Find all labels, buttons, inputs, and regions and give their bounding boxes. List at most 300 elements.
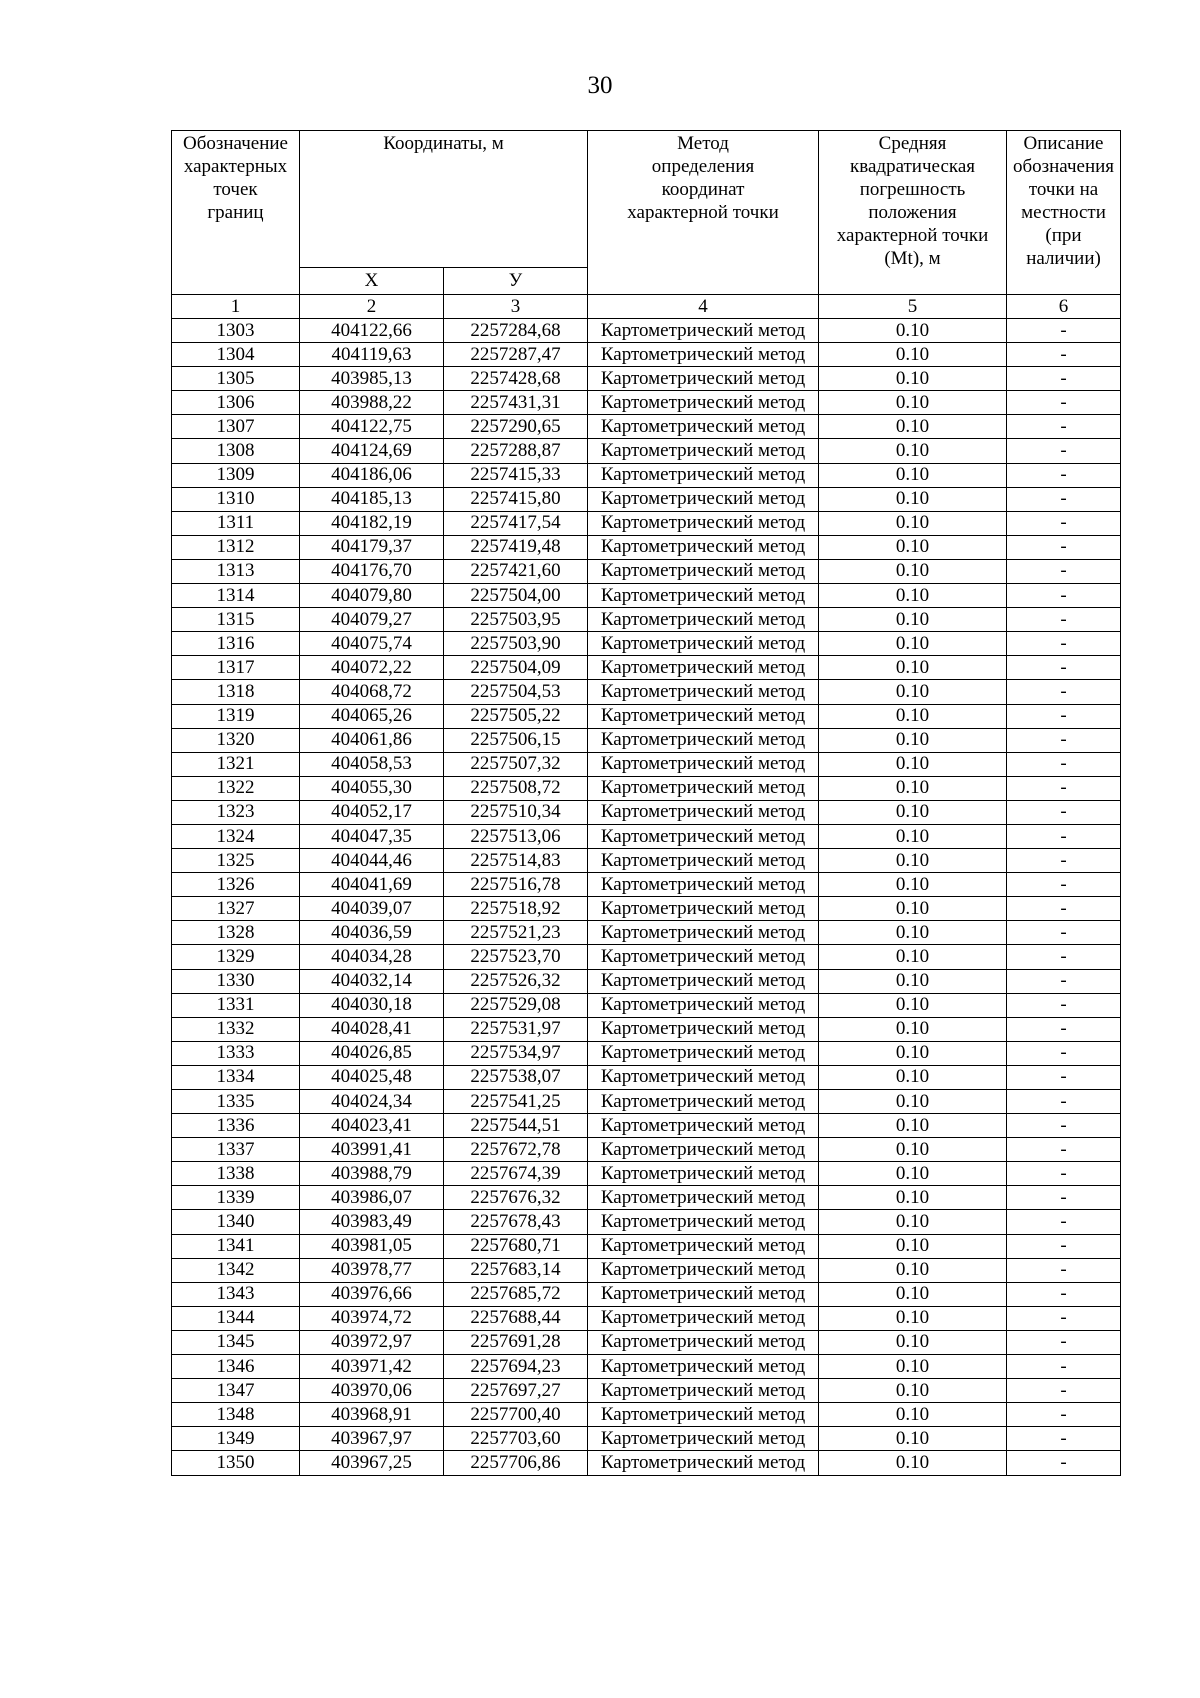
error-cell: 0.10 bbox=[819, 1186, 1007, 1210]
description-cell: - bbox=[1007, 535, 1121, 559]
table-row bbox=[172, 824, 1121, 848]
description-cell: - bbox=[1007, 897, 1121, 921]
point-id-cell: 1346 bbox=[172, 1355, 300, 1379]
table-header bbox=[172, 131, 1121, 319]
x-coordinate-cell: 404079,27 bbox=[300, 608, 444, 632]
method-cell: Картометрический метод bbox=[588, 391, 819, 415]
table-row bbox=[172, 969, 1121, 993]
method-cell: Картометрический метод bbox=[588, 1282, 819, 1306]
y-coordinate-cell: 2257514,83 bbox=[444, 849, 588, 873]
table-row bbox=[172, 752, 1121, 776]
y-coordinate-cell: 2257505,22 bbox=[444, 704, 588, 728]
y-coordinate-cell: 2257503,95 bbox=[444, 608, 588, 632]
method-cell: Картометрический метод bbox=[588, 1114, 819, 1138]
column-number: 2 bbox=[300, 295, 444, 319]
error-cell: 0.10 bbox=[819, 1234, 1007, 1258]
method-cell: Картометрический метод bbox=[588, 1017, 819, 1041]
point-id-cell: 1318 bbox=[172, 680, 300, 704]
description-cell: - bbox=[1007, 584, 1121, 608]
table-row bbox=[172, 559, 1121, 583]
error-cell: 0.10 bbox=[819, 800, 1007, 824]
x-coordinate-cell: 403967,25 bbox=[300, 1451, 444, 1475]
y-coordinate-cell: 2257419,48 bbox=[444, 535, 588, 559]
y-coordinate-cell: 2257703,60 bbox=[444, 1427, 588, 1451]
error-cell: 0.10 bbox=[819, 897, 1007, 921]
y-coordinate-cell: 2257504,53 bbox=[444, 680, 588, 704]
method-cell: Картометрический метод bbox=[588, 1090, 819, 1114]
error-cell: 0.10 bbox=[819, 969, 1007, 993]
y-coordinate-cell: 2257421,60 bbox=[444, 559, 588, 583]
table-row bbox=[172, 873, 1121, 897]
method-cell: Картометрический метод bbox=[588, 1355, 819, 1379]
description-cell: - bbox=[1007, 824, 1121, 848]
point-id-cell: 1304 bbox=[172, 343, 300, 367]
method-cell: Картометрический метод bbox=[588, 728, 819, 752]
x-coordinate-cell: 404124,69 bbox=[300, 439, 444, 463]
header-point-designation: Обозначение характерных точек границ bbox=[172, 131, 300, 295]
description-cell: - bbox=[1007, 1017, 1121, 1041]
y-coordinate-cell: 2257510,34 bbox=[444, 800, 588, 824]
x-coordinate-cell: 404032,14 bbox=[300, 969, 444, 993]
x-coordinate-cell: 404182,19 bbox=[300, 511, 444, 535]
description-cell: - bbox=[1007, 439, 1121, 463]
x-coordinate-cell: 404072,22 bbox=[300, 656, 444, 680]
y-coordinate-cell: 2257504,00 bbox=[444, 584, 588, 608]
y-coordinate-cell: 2257287,47 bbox=[444, 343, 588, 367]
point-id-cell: 1315 bbox=[172, 608, 300, 632]
x-coordinate-cell: 404176,70 bbox=[300, 559, 444, 583]
x-coordinate-cell: 404122,75 bbox=[300, 415, 444, 439]
y-coordinate-cell: 2257526,32 bbox=[444, 969, 588, 993]
point-id-cell: 1307 bbox=[172, 415, 300, 439]
point-id-cell: 1312 bbox=[172, 535, 300, 559]
description-cell: - bbox=[1007, 415, 1121, 439]
header-description: Описание обозначения точки на местности (при наличии) bbox=[1007, 131, 1121, 295]
x-coordinate-cell: 404122,66 bbox=[300, 319, 444, 343]
y-coordinate-cell: 2257534,97 bbox=[444, 1041, 588, 1065]
table-row bbox=[172, 391, 1121, 415]
method-cell: Картометрический метод bbox=[588, 1186, 819, 1210]
method-cell: Картометрический метод bbox=[588, 343, 819, 367]
error-cell: 0.10 bbox=[819, 319, 1007, 343]
method-cell: Картометрический метод bbox=[588, 1258, 819, 1282]
x-coordinate-cell: 404028,41 bbox=[300, 1017, 444, 1041]
method-cell: Картометрический метод bbox=[588, 1210, 819, 1234]
table-row bbox=[172, 1186, 1121, 1210]
table-row bbox=[172, 463, 1121, 487]
description-cell: - bbox=[1007, 1282, 1121, 1306]
y-coordinate-cell: 2257516,78 bbox=[444, 873, 588, 897]
error-cell: 0.10 bbox=[819, 921, 1007, 945]
description-cell: - bbox=[1007, 1330, 1121, 1354]
method-cell: Картометрический метод bbox=[588, 415, 819, 439]
point-id-cell: 1328 bbox=[172, 921, 300, 945]
table-row bbox=[172, 1451, 1121, 1475]
column-number: 6 bbox=[1007, 295, 1121, 319]
point-id-cell: 1310 bbox=[172, 487, 300, 511]
description-cell: - bbox=[1007, 849, 1121, 873]
error-cell: 0.10 bbox=[819, 415, 1007, 439]
x-coordinate-cell: 403988,79 bbox=[300, 1162, 444, 1186]
x-coordinate-cell: 403974,72 bbox=[300, 1306, 444, 1330]
table-row bbox=[172, 1427, 1121, 1451]
y-coordinate-cell: 2257518,92 bbox=[444, 897, 588, 921]
x-coordinate-cell: 404041,69 bbox=[300, 873, 444, 897]
x-coordinate-cell: 404065,26 bbox=[300, 704, 444, 728]
y-coordinate-cell: 2257417,54 bbox=[444, 511, 588, 535]
table-row bbox=[172, 487, 1121, 511]
x-coordinate-cell: 403972,97 bbox=[300, 1330, 444, 1354]
method-cell: Картометрический метод bbox=[588, 511, 819, 535]
method-cell: Картометрический метод bbox=[588, 535, 819, 559]
error-cell: 0.10 bbox=[819, 1090, 1007, 1114]
description-cell: - bbox=[1007, 319, 1121, 343]
method-cell: Картометрический метод bbox=[588, 752, 819, 776]
x-coordinate-cell: 403976,66 bbox=[300, 1282, 444, 1306]
table-row bbox=[172, 367, 1121, 391]
table-row bbox=[172, 1090, 1121, 1114]
y-coordinate-cell: 2257544,51 bbox=[444, 1114, 588, 1138]
description-cell: - bbox=[1007, 1041, 1121, 1065]
method-cell: Картометрический метод bbox=[588, 993, 819, 1017]
y-coordinate-cell: 2257415,33 bbox=[444, 463, 588, 487]
y-coordinate-cell: 2257284,68 bbox=[444, 319, 588, 343]
method-cell: Картометрический метод bbox=[588, 824, 819, 848]
error-cell: 0.10 bbox=[819, 728, 1007, 752]
header-method: Метод определения координат характерной точки bbox=[588, 131, 819, 295]
table-row bbox=[172, 1041, 1121, 1065]
y-coordinate-cell: 2257541,25 bbox=[444, 1090, 588, 1114]
y-coordinate-cell: 2257683,14 bbox=[444, 1258, 588, 1282]
x-coordinate-cell: 403986,07 bbox=[300, 1186, 444, 1210]
description-cell: - bbox=[1007, 1427, 1121, 1451]
error-cell: 0.10 bbox=[819, 1282, 1007, 1306]
table-row bbox=[172, 680, 1121, 704]
error-cell: 0.10 bbox=[819, 1451, 1007, 1475]
point-id-cell: 1314 bbox=[172, 584, 300, 608]
x-coordinate-cell: 403978,77 bbox=[300, 1258, 444, 1282]
y-coordinate-cell: 2257700,40 bbox=[444, 1403, 588, 1427]
error-cell: 0.10 bbox=[819, 463, 1007, 487]
description-cell: - bbox=[1007, 487, 1121, 511]
y-coordinate-cell: 2257531,97 bbox=[444, 1017, 588, 1041]
column-number: 5 bbox=[819, 295, 1007, 319]
description-cell: - bbox=[1007, 776, 1121, 800]
table-row bbox=[172, 704, 1121, 728]
table-row bbox=[172, 921, 1121, 945]
table-row bbox=[172, 535, 1121, 559]
x-coordinate-cell: 403968,91 bbox=[300, 1403, 444, 1427]
table-row bbox=[172, 1355, 1121, 1379]
method-cell: Картометрический метод bbox=[588, 367, 819, 391]
column-number: 1 bbox=[172, 295, 300, 319]
x-coordinate-cell: 404030,18 bbox=[300, 993, 444, 1017]
header-coordinates: Координаты, м bbox=[300, 131, 588, 268]
error-cell: 0.10 bbox=[819, 1210, 1007, 1234]
y-coordinate-cell: 2257513,06 bbox=[444, 824, 588, 848]
table-row bbox=[172, 1403, 1121, 1427]
x-coordinate-cell: 403991,41 bbox=[300, 1138, 444, 1162]
description-cell: - bbox=[1007, 1138, 1121, 1162]
method-cell: Картометрический метод bbox=[588, 1234, 819, 1258]
x-coordinate-cell: 404047,35 bbox=[300, 824, 444, 848]
point-id-cell: 1305 bbox=[172, 367, 300, 391]
description-cell: - bbox=[1007, 921, 1121, 945]
error-cell: 0.10 bbox=[819, 343, 1007, 367]
method-cell: Картометрический метод bbox=[588, 800, 819, 824]
x-coordinate-cell: 404058,53 bbox=[300, 752, 444, 776]
method-cell: Картометрический метод bbox=[588, 463, 819, 487]
x-coordinate-cell: 404079,80 bbox=[300, 584, 444, 608]
y-coordinate-cell: 2257697,27 bbox=[444, 1379, 588, 1403]
error-cell: 0.10 bbox=[819, 993, 1007, 1017]
error-cell: 0.10 bbox=[819, 752, 1007, 776]
point-id-cell: 1316 bbox=[172, 632, 300, 656]
method-cell: Картометрический метод bbox=[588, 1041, 819, 1065]
error-cell: 0.10 bbox=[819, 849, 1007, 873]
column-number: 4 bbox=[588, 295, 819, 319]
description-cell: - bbox=[1007, 680, 1121, 704]
method-cell: Картометрический метод bbox=[588, 1427, 819, 1451]
method-cell: Картометрический метод bbox=[588, 1403, 819, 1427]
method-cell: Картометрический метод bbox=[588, 1330, 819, 1354]
error-cell: 0.10 bbox=[819, 1306, 1007, 1330]
description-cell: - bbox=[1007, 993, 1121, 1017]
error-cell: 0.10 bbox=[819, 873, 1007, 897]
table-row bbox=[172, 776, 1121, 800]
description-cell: - bbox=[1007, 608, 1121, 632]
table-row bbox=[172, 1138, 1121, 1162]
y-coordinate-cell: 2257290,65 bbox=[444, 415, 588, 439]
description-cell: - bbox=[1007, 1234, 1121, 1258]
description-cell: - bbox=[1007, 945, 1121, 969]
x-coordinate-cell: 404025,48 bbox=[300, 1065, 444, 1089]
description-cell: - bbox=[1007, 1355, 1121, 1379]
point-id-cell: 1344 bbox=[172, 1306, 300, 1330]
table-row bbox=[172, 415, 1121, 439]
table-row bbox=[172, 1017, 1121, 1041]
y-coordinate-cell: 2257415,80 bbox=[444, 487, 588, 511]
y-coordinate-cell: 2257538,07 bbox=[444, 1065, 588, 1089]
x-coordinate-cell: 404119,63 bbox=[300, 343, 444, 367]
point-id-cell: 1340 bbox=[172, 1210, 300, 1234]
table-row bbox=[172, 1306, 1121, 1330]
table-row bbox=[172, 800, 1121, 824]
point-id-cell: 1319 bbox=[172, 704, 300, 728]
error-cell: 0.10 bbox=[819, 1379, 1007, 1403]
table-row bbox=[172, 1282, 1121, 1306]
point-id-cell: 1335 bbox=[172, 1090, 300, 1114]
point-id-cell: 1350 bbox=[172, 1451, 300, 1475]
point-id-cell: 1311 bbox=[172, 511, 300, 535]
error-cell: 0.10 bbox=[819, 632, 1007, 656]
point-id-cell: 1348 bbox=[172, 1403, 300, 1427]
description-cell: - bbox=[1007, 969, 1121, 993]
method-cell: Картометрический метод bbox=[588, 704, 819, 728]
point-id-cell: 1345 bbox=[172, 1330, 300, 1354]
table-row bbox=[172, 1258, 1121, 1282]
description-cell: - bbox=[1007, 1306, 1121, 1330]
table-row bbox=[172, 897, 1121, 921]
header-x: X bbox=[300, 268, 444, 295]
y-coordinate-cell: 2257688,44 bbox=[444, 1306, 588, 1330]
y-coordinate-cell: 2257506,15 bbox=[444, 728, 588, 752]
description-cell: - bbox=[1007, 1258, 1121, 1282]
method-cell: Картометрический метод bbox=[588, 680, 819, 704]
y-coordinate-cell: 2257288,87 bbox=[444, 439, 588, 463]
point-id-cell: 1324 bbox=[172, 824, 300, 848]
x-coordinate-cell: 404186,06 bbox=[300, 463, 444, 487]
description-cell: - bbox=[1007, 367, 1121, 391]
x-coordinate-cell: 404044,46 bbox=[300, 849, 444, 873]
point-id-cell: 1333 bbox=[172, 1041, 300, 1065]
table-row bbox=[172, 632, 1121, 656]
x-coordinate-cell: 404061,86 bbox=[300, 728, 444, 752]
method-cell: Картометрический метод bbox=[588, 849, 819, 873]
description-cell: - bbox=[1007, 463, 1121, 487]
error-cell: 0.10 bbox=[819, 1065, 1007, 1089]
description-cell: - bbox=[1007, 1379, 1121, 1403]
point-id-cell: 1331 bbox=[172, 993, 300, 1017]
table-row bbox=[172, 1210, 1121, 1234]
point-id-cell: 1342 bbox=[172, 1258, 300, 1282]
error-cell: 0.10 bbox=[819, 1138, 1007, 1162]
error-cell: 0.10 bbox=[819, 1162, 1007, 1186]
y-coordinate-cell: 2257521,23 bbox=[444, 921, 588, 945]
error-cell: 0.10 bbox=[819, 680, 1007, 704]
error-cell: 0.10 bbox=[819, 824, 1007, 848]
description-cell: - bbox=[1007, 1162, 1121, 1186]
method-cell: Картометрический метод bbox=[588, 897, 819, 921]
point-id-cell: 1321 bbox=[172, 752, 300, 776]
error-cell: 0.10 bbox=[819, 1403, 1007, 1427]
error-cell: 0.10 bbox=[819, 776, 1007, 800]
point-id-cell: 1326 bbox=[172, 873, 300, 897]
description-cell: - bbox=[1007, 873, 1121, 897]
coordinates-table bbox=[171, 130, 1121, 1476]
table-row bbox=[172, 1379, 1121, 1403]
x-coordinate-cell: 404185,13 bbox=[300, 487, 444, 511]
error-cell: 0.10 bbox=[819, 535, 1007, 559]
y-coordinate-cell: 2257691,28 bbox=[444, 1330, 588, 1354]
x-coordinate-cell: 404075,74 bbox=[300, 632, 444, 656]
description-cell: - bbox=[1007, 728, 1121, 752]
description-cell: - bbox=[1007, 343, 1121, 367]
y-coordinate-cell: 2257672,78 bbox=[444, 1138, 588, 1162]
table-row bbox=[172, 945, 1121, 969]
point-id-cell: 1308 bbox=[172, 439, 300, 463]
x-coordinate-cell: 403985,13 bbox=[300, 367, 444, 391]
error-cell: 0.10 bbox=[819, 511, 1007, 535]
point-id-cell: 1329 bbox=[172, 945, 300, 969]
description-cell: - bbox=[1007, 1210, 1121, 1234]
point-id-cell: 1337 bbox=[172, 1138, 300, 1162]
description-cell: - bbox=[1007, 559, 1121, 583]
method-cell: Картометрический метод bbox=[588, 584, 819, 608]
error-cell: 0.10 bbox=[819, 1041, 1007, 1065]
description-cell: - bbox=[1007, 1065, 1121, 1089]
method-cell: Картометрический метод bbox=[588, 776, 819, 800]
table-row bbox=[172, 728, 1121, 752]
y-coordinate-cell: 2257507,32 bbox=[444, 752, 588, 776]
error-cell: 0.10 bbox=[819, 608, 1007, 632]
description-cell: - bbox=[1007, 1090, 1121, 1114]
error-cell: 0.10 bbox=[819, 559, 1007, 583]
description-cell: - bbox=[1007, 1403, 1121, 1427]
error-cell: 0.10 bbox=[819, 1427, 1007, 1451]
method-cell: Картометрический метод bbox=[588, 1138, 819, 1162]
y-coordinate-cell: 2257674,39 bbox=[444, 1162, 588, 1186]
error-cell: 0.10 bbox=[819, 945, 1007, 969]
table-body bbox=[172, 319, 1121, 1476]
description-cell: - bbox=[1007, 752, 1121, 776]
method-cell: Картометрический метод bbox=[588, 969, 819, 993]
y-coordinate-cell: 2257676,32 bbox=[444, 1186, 588, 1210]
x-coordinate-cell: 404036,59 bbox=[300, 921, 444, 945]
y-coordinate-cell: 2257428,68 bbox=[444, 367, 588, 391]
y-coordinate-cell: 2257529,08 bbox=[444, 993, 588, 1017]
header-y: У bbox=[444, 268, 588, 295]
point-id-cell: 1313 bbox=[172, 559, 300, 583]
point-id-cell: 1325 bbox=[172, 849, 300, 873]
point-id-cell: 1347 bbox=[172, 1379, 300, 1403]
method-cell: Картометрический метод bbox=[588, 1451, 819, 1475]
x-coordinate-cell: 404024,34 bbox=[300, 1090, 444, 1114]
method-cell: Картометрический метод bbox=[588, 1379, 819, 1403]
point-id-cell: 1341 bbox=[172, 1234, 300, 1258]
point-id-cell: 1322 bbox=[172, 776, 300, 800]
method-cell: Картометрический метод bbox=[588, 632, 819, 656]
table-row bbox=[172, 993, 1121, 1017]
error-cell: 0.10 bbox=[819, 487, 1007, 511]
method-cell: Картометрический метод bbox=[588, 1162, 819, 1186]
point-id-cell: 1339 bbox=[172, 1186, 300, 1210]
x-coordinate-cell: 403967,97 bbox=[300, 1427, 444, 1451]
point-id-cell: 1327 bbox=[172, 897, 300, 921]
method-cell: Картометрический метод bbox=[588, 873, 819, 897]
error-cell: 0.10 bbox=[819, 367, 1007, 391]
column-number-row bbox=[172, 295, 1121, 319]
method-cell: Картометрический метод bbox=[588, 1065, 819, 1089]
description-cell: - bbox=[1007, 391, 1121, 415]
error-cell: 0.10 bbox=[819, 1114, 1007, 1138]
y-coordinate-cell: 2257523,70 bbox=[444, 945, 588, 969]
x-coordinate-cell: 403983,49 bbox=[300, 1210, 444, 1234]
point-id-cell: 1309 bbox=[172, 463, 300, 487]
x-coordinate-cell: 404179,37 bbox=[300, 535, 444, 559]
point-id-cell: 1334 bbox=[172, 1065, 300, 1089]
point-id-cell: 1332 bbox=[172, 1017, 300, 1041]
table-row bbox=[172, 439, 1121, 463]
error-cell: 0.10 bbox=[819, 391, 1007, 415]
table-row bbox=[172, 1330, 1121, 1354]
table-row bbox=[172, 1114, 1121, 1138]
description-cell: - bbox=[1007, 1114, 1121, 1138]
x-coordinate-cell: 403981,05 bbox=[300, 1234, 444, 1258]
y-coordinate-cell: 2257508,72 bbox=[444, 776, 588, 800]
table-row bbox=[172, 1162, 1121, 1186]
error-cell: 0.10 bbox=[819, 704, 1007, 728]
point-id-cell: 1336 bbox=[172, 1114, 300, 1138]
y-coordinate-cell: 2257685,72 bbox=[444, 1282, 588, 1306]
description-cell: - bbox=[1007, 1186, 1121, 1210]
point-id-cell: 1303 bbox=[172, 319, 300, 343]
description-cell: - bbox=[1007, 511, 1121, 535]
table-row bbox=[172, 608, 1121, 632]
table-row bbox=[172, 656, 1121, 680]
y-coordinate-cell: 2257680,71 bbox=[444, 1234, 588, 1258]
y-coordinate-cell: 2257504,09 bbox=[444, 656, 588, 680]
